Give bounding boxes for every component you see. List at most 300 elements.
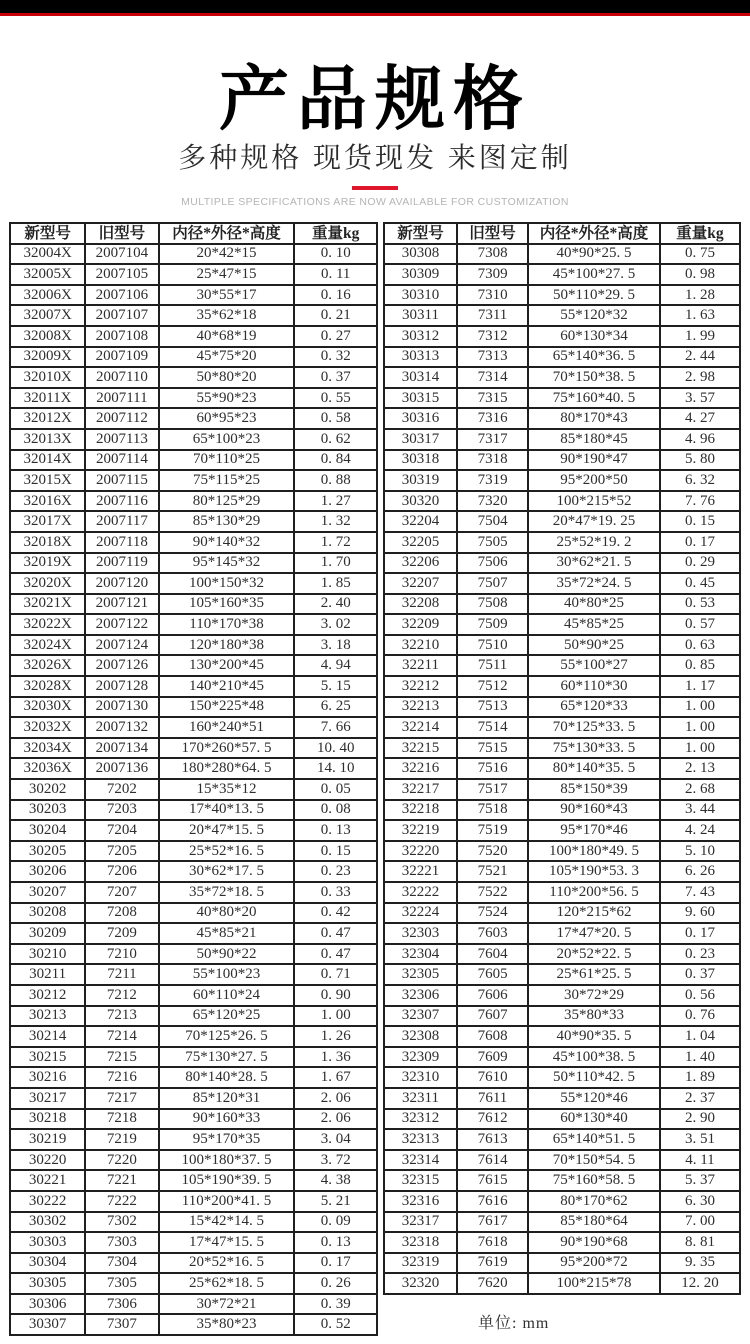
cell: 7302 bbox=[85, 1212, 158, 1233]
table-row bbox=[10, 1273, 377, 1294]
cell: 7204 bbox=[85, 820, 158, 841]
table-row bbox=[10, 738, 377, 759]
cell: 32204 bbox=[384, 511, 457, 532]
cell: 1. 70 bbox=[294, 553, 377, 574]
cell: 8. 81 bbox=[660, 1232, 740, 1253]
cell: 7214 bbox=[85, 1026, 158, 1047]
cell: 32220 bbox=[384, 841, 457, 862]
cell: 32319 bbox=[384, 1253, 457, 1274]
table-row bbox=[384, 882, 740, 903]
table-row bbox=[10, 1212, 377, 1233]
table-row bbox=[384, 1006, 740, 1027]
cell: 32018X bbox=[10, 532, 85, 553]
cell: 30205 bbox=[10, 841, 85, 862]
cell: 110*200*56. 5 bbox=[528, 882, 660, 903]
table-row bbox=[384, 758, 740, 779]
cell: 1. 63 bbox=[660, 305, 740, 326]
cell: 30207 bbox=[10, 882, 85, 903]
cell: 30217 bbox=[10, 1088, 85, 1109]
table-row bbox=[384, 532, 740, 553]
column-header: 旧型号 bbox=[457, 223, 528, 244]
cell: 9. 35 bbox=[660, 1253, 740, 1274]
table-row bbox=[10, 305, 377, 326]
cell: 2007136 bbox=[85, 758, 158, 779]
cell: 0. 29 bbox=[660, 553, 740, 574]
table-row bbox=[10, 532, 377, 553]
cell: 32026X bbox=[10, 655, 85, 676]
cell: 7604 bbox=[457, 944, 528, 965]
cell: 7. 76 bbox=[660, 491, 740, 512]
cell: 32312 bbox=[384, 1109, 457, 1130]
table-row bbox=[384, 697, 740, 718]
cell: 30*72*21 bbox=[159, 1294, 295, 1315]
cell: 30222 bbox=[10, 1191, 85, 1212]
table-row bbox=[384, 408, 740, 429]
table-row bbox=[384, 1047, 740, 1068]
cell: 3. 04 bbox=[294, 1129, 377, 1150]
cell: 2007105 bbox=[85, 264, 158, 285]
cell: 30*55*17 bbox=[159, 285, 295, 306]
cell: 32311 bbox=[384, 1088, 457, 1109]
cell: 70*110*25 bbox=[159, 450, 295, 471]
table-row bbox=[10, 1191, 377, 1212]
cell: 2007116 bbox=[85, 491, 158, 512]
cell: 7320 bbox=[457, 491, 528, 512]
cell: 7506 bbox=[457, 553, 528, 574]
table-row bbox=[10, 244, 377, 265]
table-row bbox=[10, 1067, 377, 1088]
cell: 2007114 bbox=[85, 450, 158, 471]
cell: 80*140*28. 5 bbox=[159, 1067, 295, 1088]
cell: 0. 75 bbox=[660, 244, 740, 265]
cell: 2007122 bbox=[85, 614, 158, 635]
cell: 170*260*57. 5 bbox=[159, 738, 295, 759]
cell: 32313 bbox=[384, 1129, 457, 1150]
cell: 7618 bbox=[457, 1232, 528, 1253]
cell: 95*170*35 bbox=[159, 1129, 295, 1150]
cell: 30309 bbox=[384, 264, 457, 285]
cell: 4. 38 bbox=[294, 1170, 377, 1191]
table-row bbox=[384, 1170, 740, 1191]
cell: 7221 bbox=[85, 1170, 158, 1191]
cell: 32304 bbox=[384, 944, 457, 965]
cell: 32022X bbox=[10, 614, 85, 635]
top-black-bar bbox=[0, 0, 750, 13]
table-row bbox=[10, 1026, 377, 1047]
cell: 30208 bbox=[10, 903, 85, 924]
cell: 7222 bbox=[85, 1191, 158, 1212]
table-row bbox=[10, 985, 377, 1006]
cell: 32305 bbox=[384, 964, 457, 985]
cell: 20*52*16. 5 bbox=[159, 1253, 295, 1274]
table-row bbox=[10, 614, 377, 635]
english-caption: MULTIPLE SPECIFICATIONS ARE NOW AVAILABLE FOR CUSTOMIZATION bbox=[181, 195, 569, 208]
cell: 2007130 bbox=[85, 697, 158, 718]
cell: 1. 27 bbox=[294, 491, 377, 512]
cell: 32212 bbox=[384, 676, 457, 697]
table-row bbox=[384, 985, 740, 1006]
cell: 7203 bbox=[85, 800, 158, 821]
cell: 95*145*32 bbox=[159, 553, 295, 574]
red-divider bbox=[352, 186, 398, 190]
cell: 45*100*27. 5 bbox=[528, 264, 660, 285]
cell: 7611 bbox=[457, 1088, 528, 1109]
cell: 5. 15 bbox=[294, 676, 377, 697]
cell: 2007128 bbox=[85, 676, 158, 697]
cell: 0. 58 bbox=[294, 408, 377, 429]
cell: 35*80*33 bbox=[528, 1006, 660, 1027]
table-row bbox=[10, 573, 377, 594]
cell: 0. 32 bbox=[294, 347, 377, 368]
cell: 45*100*38. 5 bbox=[528, 1047, 660, 1068]
cell: 100*180*37. 5 bbox=[159, 1150, 295, 1171]
cell: 40*80*20 bbox=[159, 903, 295, 924]
cell: 2007108 bbox=[85, 326, 158, 347]
cell: 7218 bbox=[85, 1109, 158, 1130]
cell: 30306 bbox=[10, 1294, 85, 1315]
cell: 110*200*41. 5 bbox=[159, 1191, 295, 1212]
table-row bbox=[384, 429, 740, 450]
cell: 32012X bbox=[10, 408, 85, 429]
cell: 30318 bbox=[384, 450, 457, 471]
cell: 7514 bbox=[457, 717, 528, 738]
table-row bbox=[384, 264, 740, 285]
table-row bbox=[384, 553, 740, 574]
cell: 7311 bbox=[457, 305, 528, 326]
cell: 100*215*78 bbox=[528, 1273, 660, 1294]
cell: 32028X bbox=[10, 676, 85, 697]
cell: 60*95*23 bbox=[159, 408, 295, 429]
cell: 2. 06 bbox=[294, 1109, 377, 1130]
cell: 6. 32 bbox=[660, 470, 740, 491]
cell: 32020X bbox=[10, 573, 85, 594]
cell: 2007121 bbox=[85, 594, 158, 615]
cell: 80*140*35. 5 bbox=[528, 758, 660, 779]
cell: 3. 44 bbox=[660, 800, 740, 821]
cell: 7509 bbox=[457, 614, 528, 635]
cell: 0. 42 bbox=[294, 903, 377, 924]
cell: 32306 bbox=[384, 985, 457, 1006]
cell: 65*140*51. 5 bbox=[528, 1129, 660, 1150]
table-row bbox=[10, 450, 377, 471]
cell: 20*52*22. 5 bbox=[528, 944, 660, 965]
cell: 0. 85 bbox=[660, 655, 740, 676]
cell: 32216 bbox=[384, 758, 457, 779]
cell: 2. 37 bbox=[660, 1088, 740, 1109]
cell: 70*150*54. 5 bbox=[528, 1150, 660, 1171]
cell: 50*90*22 bbox=[159, 944, 295, 965]
spec-table-right bbox=[383, 222, 741, 1295]
table-row bbox=[384, 491, 740, 512]
table-row bbox=[10, 408, 377, 429]
cell: 7317 bbox=[457, 429, 528, 450]
cell: 4. 94 bbox=[294, 655, 377, 676]
cell: 0. 63 bbox=[660, 635, 740, 656]
cell: 3. 51 bbox=[660, 1129, 740, 1150]
cell: 90*190*68 bbox=[528, 1232, 660, 1253]
cell: 120*180*38 bbox=[159, 635, 295, 656]
table-row bbox=[384, 1150, 740, 1171]
cell: 55*120*32 bbox=[528, 305, 660, 326]
cell: 55*90*23 bbox=[159, 388, 295, 409]
table-row bbox=[10, 1088, 377, 1109]
cell: 95*200*50 bbox=[528, 470, 660, 491]
cell: 35*72*24. 5 bbox=[528, 573, 660, 594]
cell: 7505 bbox=[457, 532, 528, 553]
cell: 110*170*38 bbox=[159, 614, 295, 635]
cell: 85*130*29 bbox=[159, 511, 295, 532]
table-row bbox=[384, 511, 740, 532]
table-row bbox=[384, 1212, 740, 1233]
cell: 7519 bbox=[457, 820, 528, 841]
cell: 17*47*15. 5 bbox=[159, 1232, 295, 1253]
page-title: 产品规格 bbox=[219, 60, 531, 138]
cell: 7309 bbox=[457, 264, 528, 285]
table-row bbox=[384, 244, 740, 265]
cell: 0. 84 bbox=[294, 450, 377, 471]
cell: 32030X bbox=[10, 697, 85, 718]
cell: 30*72*29 bbox=[528, 985, 660, 1006]
table-row bbox=[10, 903, 377, 924]
table-row bbox=[10, 470, 377, 491]
cell: 1. 00 bbox=[660, 717, 740, 738]
table-row bbox=[384, 1088, 740, 1109]
table-row bbox=[384, 676, 740, 697]
table-row bbox=[10, 429, 377, 450]
table-row bbox=[10, 1294, 377, 1315]
cell: 7609 bbox=[457, 1047, 528, 1068]
cell: 32013X bbox=[10, 429, 85, 450]
cell: 7516 bbox=[457, 758, 528, 779]
cell: 6. 26 bbox=[660, 861, 740, 882]
cell: 85*180*45 bbox=[528, 429, 660, 450]
cell: 0. 05 bbox=[294, 779, 377, 800]
cell: 7217 bbox=[85, 1088, 158, 1109]
cell: 2007126 bbox=[85, 655, 158, 676]
cell: 0. 15 bbox=[294, 841, 377, 862]
table-row bbox=[10, 594, 377, 615]
cell: 130*200*45 bbox=[159, 655, 295, 676]
cell: 7305 bbox=[85, 1273, 158, 1294]
table-row bbox=[10, 491, 377, 512]
cell: 7215 bbox=[85, 1047, 158, 1068]
cell: 1. 17 bbox=[660, 676, 740, 697]
cell: 7. 43 bbox=[660, 882, 740, 903]
cell: 32017X bbox=[10, 511, 85, 532]
table-row bbox=[10, 1109, 377, 1130]
cell: 30303 bbox=[10, 1232, 85, 1253]
cell: 80*170*62 bbox=[528, 1191, 660, 1212]
cell: 30210 bbox=[10, 944, 85, 965]
cell: 32303 bbox=[384, 923, 457, 944]
cell: 32036X bbox=[10, 758, 85, 779]
table-row bbox=[10, 1150, 377, 1171]
table-row bbox=[384, 326, 740, 347]
cell: 50*110*42. 5 bbox=[528, 1067, 660, 1088]
left-column bbox=[9, 222, 378, 1336]
cell: 0. 76 bbox=[660, 1006, 740, 1027]
table-row bbox=[384, 841, 740, 862]
cell: 25*52*19. 2 bbox=[528, 532, 660, 553]
cell: 1. 72 bbox=[294, 532, 377, 553]
cell: 85*180*64 bbox=[528, 1212, 660, 1233]
table-row bbox=[10, 511, 377, 532]
cell: 75*160*40. 5 bbox=[528, 388, 660, 409]
cell: 32213 bbox=[384, 697, 457, 718]
cell: 30215 bbox=[10, 1047, 85, 1068]
cell: 30209 bbox=[10, 923, 85, 944]
cell: 2007119 bbox=[85, 553, 158, 574]
cell: 7206 bbox=[85, 861, 158, 882]
cell: 32207 bbox=[384, 573, 457, 594]
cell: 1. 40 bbox=[660, 1047, 740, 1068]
cell: 7619 bbox=[457, 1253, 528, 1274]
cell: 32217 bbox=[384, 779, 457, 800]
cell: 32015X bbox=[10, 470, 85, 491]
cell: 20*42*15 bbox=[159, 244, 295, 265]
cell: 75*130*33. 5 bbox=[528, 738, 660, 759]
cell: 70*125*26. 5 bbox=[159, 1026, 295, 1047]
table-row bbox=[10, 388, 377, 409]
table-row bbox=[10, 861, 377, 882]
cell: 32309 bbox=[384, 1047, 457, 1068]
unit-note: 单位: mm bbox=[478, 1314, 550, 1332]
cell: 4. 27 bbox=[660, 408, 740, 429]
cell: 5. 10 bbox=[660, 841, 740, 862]
cell: 0. 37 bbox=[660, 964, 740, 985]
cell: 7213 bbox=[85, 1006, 158, 1027]
table-row bbox=[10, 1232, 377, 1253]
cell: 7312 bbox=[457, 326, 528, 347]
cell: 30204 bbox=[10, 820, 85, 841]
cell: 0. 15 bbox=[660, 511, 740, 532]
cell: 7208 bbox=[85, 903, 158, 924]
cell: 1. 26 bbox=[294, 1026, 377, 1047]
cell: 7515 bbox=[457, 738, 528, 759]
cell: 7614 bbox=[457, 1150, 528, 1171]
cell: 85*120*31 bbox=[159, 1088, 295, 1109]
table-row bbox=[384, 964, 740, 985]
cell: 30*62*17. 5 bbox=[159, 861, 295, 882]
cell: 7219 bbox=[85, 1129, 158, 1150]
cell: 30319 bbox=[384, 470, 457, 491]
table-row bbox=[384, 800, 740, 821]
cell: 7313 bbox=[457, 347, 528, 368]
right-column bbox=[383, 222, 741, 1333]
cell: 1. 00 bbox=[660, 738, 740, 759]
cell: 30213 bbox=[10, 1006, 85, 1027]
table-row bbox=[10, 655, 377, 676]
cell: 1. 89 bbox=[660, 1067, 740, 1088]
cell: 3. 02 bbox=[294, 614, 377, 635]
cell: 105*160*35 bbox=[159, 594, 295, 615]
cell: 2007110 bbox=[85, 367, 158, 388]
table-row bbox=[384, 655, 740, 676]
cell: 60*130*34 bbox=[528, 326, 660, 347]
cell: 2007113 bbox=[85, 429, 158, 450]
cell: 7617 bbox=[457, 1212, 528, 1233]
cell: 7310 bbox=[457, 285, 528, 306]
column-header: 旧型号 bbox=[85, 223, 158, 244]
table-row bbox=[384, 1273, 740, 1294]
cell: 32008X bbox=[10, 326, 85, 347]
table-row bbox=[10, 697, 377, 718]
cell: 7521 bbox=[457, 861, 528, 882]
table-row bbox=[384, 1191, 740, 1212]
cell: 95*200*72 bbox=[528, 1253, 660, 1274]
column-header: 内径*外径*高度 bbox=[528, 223, 660, 244]
table-row bbox=[10, 1129, 377, 1150]
cell: 7318 bbox=[457, 450, 528, 471]
cell: 75*160*58. 5 bbox=[528, 1170, 660, 1191]
cell: 40*90*25. 5 bbox=[528, 244, 660, 265]
cell: 55*100*23 bbox=[159, 964, 295, 985]
cell: 75*130*27. 5 bbox=[159, 1047, 295, 1068]
table-row bbox=[10, 800, 377, 821]
cell: 0. 17 bbox=[660, 923, 740, 944]
cell: 32005X bbox=[10, 264, 85, 285]
cell: 30203 bbox=[10, 800, 85, 821]
cell: 1. 32 bbox=[294, 511, 377, 532]
cell: 30308 bbox=[384, 244, 457, 265]
table-row bbox=[384, 738, 740, 759]
table-row bbox=[384, 470, 740, 491]
cell: 50*110*29. 5 bbox=[528, 285, 660, 306]
table-row bbox=[384, 944, 740, 965]
cell: 30212 bbox=[10, 985, 85, 1006]
table-row bbox=[384, 594, 740, 615]
cell: 32019X bbox=[10, 553, 85, 574]
cell: 32215 bbox=[384, 738, 457, 759]
cell: 7610 bbox=[457, 1067, 528, 1088]
cell: 7524 bbox=[457, 903, 528, 924]
cell: 32205 bbox=[384, 532, 457, 553]
cell: 150*225*48 bbox=[159, 697, 295, 718]
cell: 5. 80 bbox=[660, 450, 740, 471]
table-row bbox=[384, 367, 740, 388]
table-row bbox=[384, 388, 740, 409]
cell: 85*150*39 bbox=[528, 779, 660, 800]
cell: 30202 bbox=[10, 779, 85, 800]
spec-tables-container bbox=[0, 222, 750, 1336]
cell: 0. 33 bbox=[294, 882, 377, 903]
cell: 4. 96 bbox=[660, 429, 740, 450]
table-row bbox=[10, 820, 377, 841]
cell: 2007124 bbox=[85, 635, 158, 656]
cell: 2. 98 bbox=[660, 367, 740, 388]
cell: 32014X bbox=[10, 450, 85, 471]
table-row bbox=[10, 758, 377, 779]
cell: 0. 47 bbox=[294, 923, 377, 944]
cell: 30312 bbox=[384, 326, 457, 347]
cell: 30302 bbox=[10, 1212, 85, 1233]
cell: 70*150*38. 5 bbox=[528, 367, 660, 388]
cell: 2. 40 bbox=[294, 594, 377, 615]
cell: 45*85*25 bbox=[528, 614, 660, 635]
cell: 0. 39 bbox=[294, 1294, 377, 1315]
table-row bbox=[384, 573, 740, 594]
cell: 100*180*49. 5 bbox=[528, 841, 660, 862]
cell: 30214 bbox=[10, 1026, 85, 1047]
cell: 2007109 bbox=[85, 347, 158, 368]
cell: 1. 36 bbox=[294, 1047, 377, 1068]
cell: 120*215*62 bbox=[528, 903, 660, 924]
cell: 7220 bbox=[85, 1150, 158, 1171]
cell: 1. 00 bbox=[660, 697, 740, 718]
cell: 90*160*33 bbox=[159, 1109, 295, 1130]
table-row bbox=[384, 779, 740, 800]
page-header bbox=[0, 16, 750, 207]
